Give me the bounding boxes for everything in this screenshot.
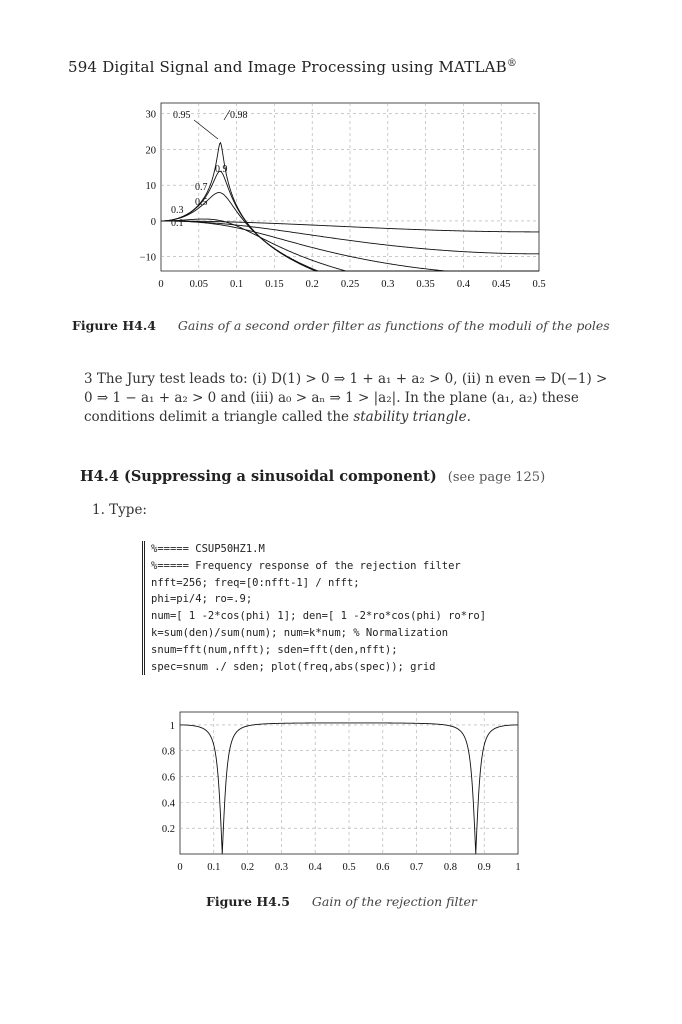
curve-label-0.7: 0.7 bbox=[195, 182, 208, 193]
gain-curve-r0.5 bbox=[161, 221, 539, 271]
y-tick-label: 20 bbox=[145, 145, 156, 157]
x-tick-label: 0.25 bbox=[340, 279, 360, 290]
x-tick-label: 0.3 bbox=[274, 862, 288, 873]
x-tick-label: 0.1 bbox=[207, 862, 221, 873]
x-tick-label: 0 bbox=[177, 862, 183, 873]
curve-label-0.95: 0.95 bbox=[173, 110, 191, 121]
paragraph-text: The Jury test leads to: (i) D(1) > 0 ⇒ 1 + a₁ + a₂ > 0, (ii) n even ⇒ D(−1) > 0 ⇒ 1 − a₁ + a₂ > 0 and (iii) a₀ > aₙ ⇒ 1 > |a₂|. In the plane (a₁, a₂) these conditions delimit a triangle called the bbox=[84, 371, 608, 425]
page-header bbox=[68, 58, 517, 76]
section-title: H4.4 (Suppressing a sinusoidal component) bbox=[80, 468, 437, 485]
x-tick-label: 0.15 bbox=[265, 279, 284, 290]
x-tick-label: 0.1 bbox=[230, 279, 244, 290]
y-tick-label: 30 bbox=[145, 109, 156, 121]
code-line: phi=pi/4; ro=.9; bbox=[151, 593, 253, 606]
x-tick-label: 0.45 bbox=[492, 279, 511, 290]
y-tick-label: 1 bbox=[169, 720, 175, 732]
y-tick-label: 0.2 bbox=[161, 824, 175, 836]
x-tick-label: 0 bbox=[158, 279, 164, 290]
x-tick-label: 0.5 bbox=[342, 862, 356, 873]
paragraph-end: . bbox=[466, 409, 471, 425]
code-line: spec=snum ./ sden; plot(freq,abs(spec)); grid bbox=[151, 660, 436, 673]
curve-label-0.1: 0.1 bbox=[171, 218, 184, 229]
section-page-ref: (see page 125) bbox=[447, 470, 546, 485]
stability-triangle-term: stability triangle bbox=[353, 409, 467, 425]
code-listing bbox=[142, 541, 571, 675]
x-tick-label: 0.35 bbox=[416, 279, 435, 290]
y-tick-label: 0.4 bbox=[161, 798, 175, 810]
section-heading bbox=[80, 468, 545, 485]
figure-h4-4-chart bbox=[130, 96, 560, 306]
code-line: snum=fft(num,nfft); sden=fft(den,nfft); bbox=[151, 643, 398, 656]
list-item-1: 1. Type: bbox=[92, 502, 147, 518]
x-tick-label: 0.3 bbox=[381, 279, 395, 290]
y-tick-label: 0 bbox=[150, 216, 156, 228]
book-title: Digital Signal and Image Processing using MATLAB bbox=[102, 58, 507, 76]
code-line: k=sum(den)/sum(num); num=k*num; % Normalization bbox=[151, 626, 449, 639]
registered-mark: ® bbox=[506, 58, 518, 69]
x-tick-label: 0.6 bbox=[376, 862, 390, 873]
leader-0.95 bbox=[194, 120, 218, 139]
figure-h4-5-chart bbox=[160, 706, 540, 876]
code-line: %===== Frequency response of the rejection filter bbox=[151, 559, 461, 572]
y-tick-label: −10 bbox=[139, 252, 156, 264]
figure-caption-text: Gain of the rejection filter bbox=[311, 894, 477, 909]
x-tick-label: 0.2 bbox=[241, 862, 255, 873]
x-tick-label: 0.7 bbox=[410, 862, 424, 873]
figure-label: Figure H4.5 bbox=[206, 894, 290, 909]
x-tick-label: 0.8 bbox=[443, 862, 457, 873]
curve-label-0.98: 0.98 bbox=[230, 110, 248, 121]
y-tick-label: 0.6 bbox=[161, 772, 175, 784]
x-tick-label: 0.5 bbox=[532, 279, 546, 290]
figure-h4-5-caption bbox=[206, 894, 477, 909]
code-line: nfft=256; freq=[0:nfft-1] / nfft; bbox=[151, 576, 360, 589]
curve-label-0.3: 0.3 bbox=[171, 205, 184, 216]
x-tick-label: 0.05 bbox=[189, 279, 208, 290]
x-tick-label: 0.4 bbox=[308, 862, 322, 873]
y-tick-label: 0.8 bbox=[161, 746, 175, 758]
code-line: num=[ 1 -2*cos(phi) 1]; den=[ 1 -2*ro*cos(phi) ro*ro] bbox=[151, 610, 487, 623]
page-number: 594 bbox=[68, 58, 98, 76]
item-number: 3 bbox=[84, 371, 93, 387]
x-tick-label: 1 bbox=[515, 862, 521, 873]
figure-h4-4-caption bbox=[72, 318, 632, 333]
y-tick-label: 10 bbox=[145, 181, 156, 193]
curve-label-0.5: 0.5 bbox=[195, 197, 208, 208]
code-line: %===== CSUP50HZ1.M bbox=[151, 543, 265, 555]
x-tick-label: 0.4 bbox=[456, 279, 470, 290]
answer-paragraph-3 bbox=[84, 370, 612, 427]
x-tick-label: 0.9 bbox=[477, 862, 491, 873]
x-tick-label: 0.2 bbox=[305, 279, 319, 290]
figure-label: Figure H4.4 bbox=[72, 318, 156, 333]
figure-caption-text: Gains of a second order filter as functions of the moduli of the poles bbox=[177, 318, 610, 333]
curve-label-0.9: 0.9 bbox=[215, 164, 228, 175]
